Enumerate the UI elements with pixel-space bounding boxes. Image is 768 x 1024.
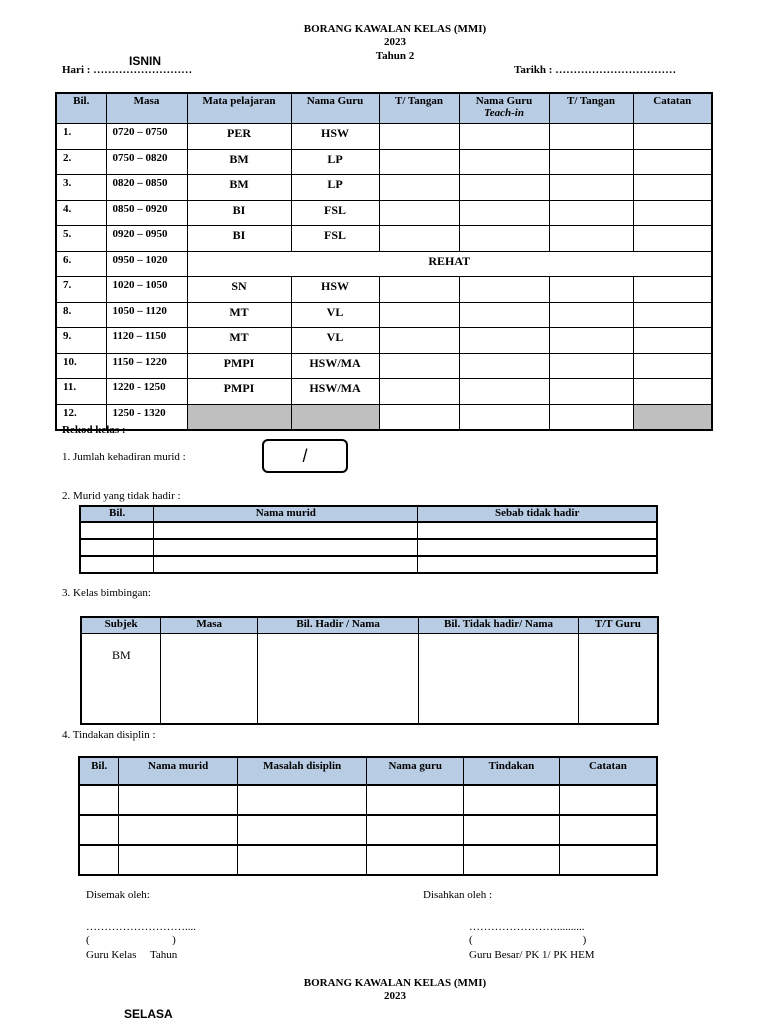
table-row [56, 353, 712, 379]
form-class: Tahun 2 [375, 50, 415, 62]
table-cell[interactable] [237, 815, 367, 845]
signature-cell[interactable] [379, 328, 459, 354]
teacher-cell: LP [291, 149, 379, 175]
notes-cell[interactable] [633, 379, 712, 405]
attendance-label: 1. Jumlah kehadiran murid : [62, 451, 186, 463]
row-number: 11. [56, 379, 106, 405]
absent-col-name: Nama murid [154, 506, 418, 522]
signature-line-2: …………………….......... [469, 921, 585, 933]
row-number: 7. [56, 277, 106, 303]
time-slot: 0750 – 0820 [106, 149, 187, 175]
dis-col-notes: Catatan [559, 757, 657, 785]
dis-col-bil: Bil. [79, 757, 119, 785]
day-value: ISNIN [129, 54, 162, 68]
row-number: 10. [56, 353, 106, 379]
subject-cell: BI [187, 226, 291, 252]
next-day-value: SELASA [124, 1007, 173, 1021]
bim-col-time: Masa [161, 617, 258, 634]
subject-cell: PMPI [187, 379, 291, 405]
signature-cell[interactable] [549, 379, 633, 405]
teacher-cell: VL [291, 328, 379, 354]
day-label: Hari : ……………………… [62, 64, 193, 76]
notes-cell[interactable] [633, 175, 712, 201]
approved-by-label: Disahkan oleh : [423, 889, 493, 901]
table-row [56, 302, 712, 328]
signature-cell[interactable] [379, 379, 459, 405]
table-cell[interactable] [559, 815, 657, 845]
teacher-cell [291, 404, 379, 430]
row-number: 9. [56, 328, 106, 354]
disiplin-label: 4. Tindakan disiplin : [62, 729, 156, 741]
signature-cell[interactable] [549, 200, 633, 226]
timetable-header [56, 93, 712, 124]
next-form-title: BORANG KAWALAN KELAS (MMI) [303, 977, 487, 989]
bim-col-present: Bil. Hadir / Nama [258, 617, 419, 634]
col-notes: Catatan [633, 93, 712, 124]
teachin-teacher-cell[interactable] [459, 277, 549, 303]
disiplin-header [79, 757, 657, 785]
teacher-cell: HSW [291, 277, 379, 303]
time-slot: 1150 – 1220 [106, 353, 187, 379]
teachin-teacher-cell[interactable] [459, 302, 549, 328]
table-row [56, 200, 712, 226]
bim-col-signature: T/T Guru [578, 617, 658, 634]
absent-table [79, 505, 658, 574]
teach-in-label: Teach-in [484, 107, 524, 119]
signature-cell[interactable] [379, 302, 459, 328]
row-number: 2. [56, 149, 106, 175]
name-paren-1: ( ) [86, 934, 176, 946]
table-row [81, 634, 658, 725]
dis-col-action: Tindakan [464, 757, 560, 785]
signature-cell[interactable] [549, 124, 633, 150]
subject-cell: BM [187, 149, 291, 175]
table-cell[interactable] [578, 634, 658, 725]
time-slot: 1120 – 1150 [106, 328, 187, 354]
signature-cell[interactable] [379, 404, 459, 430]
table-row [56, 226, 712, 252]
teacher-cell: HSW/MA [291, 379, 379, 405]
bimbingan-label: 3. Kelas bimbingan: [62, 587, 151, 599]
table-cell[interactable] [464, 815, 560, 845]
table-cell[interactable] [419, 634, 578, 725]
signature-cell[interactable] [379, 175, 459, 201]
signature-cell[interactable] [549, 302, 633, 328]
col-bil: Bil. [56, 93, 106, 124]
teacher-cell: LP [291, 175, 379, 201]
form-year: 2023 [384, 36, 406, 48]
table-row [56, 251, 712, 277]
rehat-label: REHAT [187, 251, 712, 277]
notes-cell[interactable] [633, 124, 712, 150]
subject-cell: BM [187, 175, 291, 201]
row-number: 12. [56, 404, 106, 430]
subject-cell [187, 404, 291, 430]
notes-cell[interactable] [633, 149, 712, 175]
bim-subject-cell[interactable] [81, 634, 161, 725]
col-signature-2: T/ Tangan [549, 93, 633, 124]
signature-cell[interactable] [379, 226, 459, 252]
table-cell[interactable] [154, 539, 418, 556]
table-cell[interactable] [154, 556, 418, 573]
subject-cell: BI [187, 200, 291, 226]
teachin-teacher-cell[interactable] [459, 328, 549, 354]
time-slot: 1250 - 1320 [106, 404, 187, 430]
table-row [56, 149, 712, 175]
rekod-title: Rekod kelas : [62, 424, 126, 436]
role-label-2: Guru Besar/ PK 1/ PK HEM [469, 949, 595, 961]
row-number: 1. [56, 124, 106, 150]
role-label-1: Guru Kelas Tahun [86, 949, 178, 961]
table-cell[interactable] [79, 845, 119, 875]
time-slot: 0920 – 0950 [106, 226, 187, 252]
table-row [79, 845, 657, 875]
table-cell[interactable] [559, 785, 657, 815]
bim-col-absent: Bil. Tidak hadir/ Nama [419, 617, 578, 634]
form-title: BORANG KAWALAN KELAS (MMI) [303, 23, 487, 35]
col-masa: Masa [106, 93, 187, 124]
attendance-box[interactable]: / [262, 439, 348, 473]
bim-subject-value: BM [112, 648, 131, 662]
dis-col-name: Nama murid [119, 757, 238, 785]
table-cell[interactable] [237, 785, 367, 815]
time-slot: 1020 – 1050 [106, 277, 187, 303]
time-slot: 0950 – 1020 [106, 251, 187, 277]
absent-col-bil: Bil. [80, 506, 154, 522]
absent-header [80, 506, 657, 522]
teachin-teacher-cell[interactable] [459, 353, 549, 379]
table-cell[interactable] [418, 539, 657, 556]
teacher-cell: FSL [291, 226, 379, 252]
name-paren-2: ( ) [469, 934, 587, 946]
signature-cell[interactable] [549, 175, 633, 201]
signature-cell[interactable] [549, 277, 633, 303]
table-cell[interactable] [154, 522, 418, 539]
signature-cell[interactable] [549, 404, 633, 430]
row-number: 8. [56, 302, 106, 328]
teachin-teacher-cell[interactable] [459, 404, 549, 430]
bim-col-subject: Subjek [81, 617, 161, 634]
bimbingan-table [80, 616, 659, 725]
teacher-cell: HSW [291, 124, 379, 150]
teachin-teacher-cell[interactable] [459, 379, 549, 405]
absent-label: 2. Murid yang tidak hadir : [62, 490, 181, 502]
table-cell[interactable] [418, 556, 657, 573]
signature-line-1: ……………………….... [86, 921, 196, 933]
bimbingan-header [81, 617, 658, 634]
table-row [56, 404, 712, 430]
table-row [56, 328, 712, 354]
table-cell[interactable] [367, 815, 464, 845]
signature-cell[interactable] [549, 328, 633, 354]
subject-cell: MT [187, 302, 291, 328]
row-number: 3. [56, 175, 106, 201]
table-cell[interactable] [464, 785, 560, 815]
col-teachin-teacher [459, 93, 549, 124]
row-number: 4. [56, 200, 106, 226]
teacher-cell: FSL [291, 200, 379, 226]
notes-cell[interactable] [633, 226, 712, 252]
table-row [56, 175, 712, 201]
col-teachin-label: Nama Guru [475, 95, 533, 107]
table-row [56, 124, 712, 150]
teacher-cell: HSW/MA [291, 353, 379, 379]
notes-cell[interactable] [633, 277, 712, 303]
subject-cell: MT [187, 328, 291, 354]
table-cell[interactable] [119, 785, 238, 815]
table-row [80, 539, 657, 556]
time-slot: 0720 – 0750 [106, 124, 187, 150]
col-signature: T/ Tangan [379, 93, 459, 124]
table-row [79, 785, 657, 815]
table-cell[interactable] [80, 556, 154, 573]
teacher-cell: VL [291, 302, 379, 328]
absent-col-reason: Sebab tidak hadir [418, 506, 657, 522]
teachin-teacher-cell[interactable] [459, 226, 549, 252]
dis-col-teacher: Nama guru [367, 757, 464, 785]
table-cell[interactable] [79, 785, 119, 815]
table-row [79, 815, 657, 845]
subject-cell: PER [187, 124, 291, 150]
dis-col-problem: Masalah disiplin [237, 757, 367, 785]
next-form-year: 2023 [384, 990, 406, 1002]
table-cell[interactable] [80, 539, 154, 556]
signature-cell[interactable] [379, 149, 459, 175]
teachin-teacher-cell[interactable] [459, 175, 549, 201]
table-cell[interactable] [237, 845, 367, 875]
subject-cell: PMPI [187, 353, 291, 379]
table-cell[interactable] [119, 845, 238, 875]
table-cell[interactable] [367, 845, 464, 875]
table-cell[interactable] [559, 845, 657, 875]
subject-cell: SN [187, 277, 291, 303]
signature-cell[interactable] [379, 353, 459, 379]
signature-cell[interactable] [549, 353, 633, 379]
notes-cell[interactable] [633, 353, 712, 379]
table-cell[interactable] [79, 815, 119, 845]
table-row [56, 277, 712, 303]
table-cell[interactable] [80, 522, 154, 539]
table-row [56, 379, 712, 405]
table-cell[interactable] [418, 522, 657, 539]
table-row [80, 522, 657, 539]
col-teacher: Nama Guru [291, 93, 379, 124]
notes-cell[interactable] [633, 200, 712, 226]
table-cell[interactable] [464, 845, 560, 875]
teachin-teacher-cell[interactable] [459, 149, 549, 175]
notes-cell[interactable] [633, 302, 712, 328]
time-slot: 1220 - 1250 [106, 379, 187, 405]
date-label: Tarikh : …………………………… [514, 64, 677, 76]
disiplin-table [78, 756, 658, 876]
signature-cell[interactable] [379, 124, 459, 150]
notes-cell[interactable] [633, 328, 712, 354]
signature-cell[interactable] [549, 149, 633, 175]
time-slot: 1050 – 1120 [106, 302, 187, 328]
col-subject: Mata pelajaran [187, 93, 291, 124]
checked-by-label: Disemak oleh: [86, 889, 150, 901]
table-row [80, 556, 657, 573]
notes-cell [633, 404, 712, 430]
teachin-teacher-cell[interactable] [459, 200, 549, 226]
row-number: 6. [56, 251, 106, 277]
teachin-teacher-cell[interactable] [459, 124, 549, 150]
table-cell[interactable] [367, 785, 464, 815]
table-cell[interactable] [258, 634, 419, 725]
signature-cell[interactable] [379, 200, 459, 226]
signature-cell[interactable] [379, 277, 459, 303]
row-number: 5. [56, 226, 106, 252]
time-slot: 0820 – 0850 [106, 175, 187, 201]
timetable [55, 92, 713, 431]
signature-cell[interactable] [549, 226, 633, 252]
table-cell[interactable] [119, 815, 238, 845]
table-cell[interactable] [161, 634, 258, 725]
time-slot: 0850 – 0920 [106, 200, 187, 226]
